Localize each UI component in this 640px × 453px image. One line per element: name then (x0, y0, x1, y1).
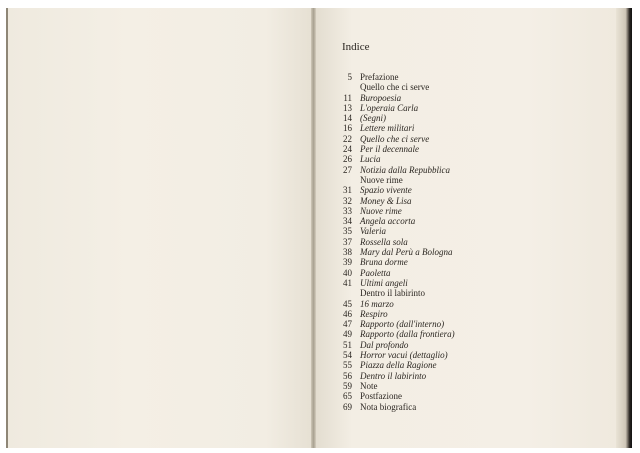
toc-entry (338, 216, 455, 226)
toc-poem-title: Rapporto (dall'interno) (360, 319, 445, 330)
toc-poem-title: Rapporto (dalla frontiera) (360, 329, 455, 340)
toc-entry (338, 350, 455, 360)
left-page-blank (6, 8, 312, 448)
toc-entry (338, 309, 455, 319)
toc-page-number: 45 (343, 298, 352, 309)
toc-poem-title: 16 marzo (360, 298, 394, 309)
toc-poem-title: Notizia dalla Repubblica (360, 164, 450, 175)
toc-poem-title: Lucia (360, 154, 381, 165)
toc-entry (338, 247, 455, 257)
toc-page-number: 59 (343, 380, 352, 391)
toc-entry (338, 268, 455, 278)
toc-page-number: 16 (343, 123, 352, 134)
toc-poem-title: Dal profondo (360, 339, 409, 350)
toc-page-number: 5 (347, 72, 352, 82)
toc-page-number: 13 (343, 102, 352, 113)
toc-poem-title: Dentro il labirinto (360, 370, 427, 381)
toc-entry (338, 144, 455, 154)
toc-page-number: 33 (343, 205, 352, 216)
toc-page-number: 14 (343, 113, 352, 124)
toc-entry (338, 196, 455, 206)
toc-page-number (338, 82, 352, 92)
toc-entry (338, 185, 455, 195)
toc-page-number: 31 (343, 185, 352, 196)
toc-entry (338, 237, 455, 247)
toc-entry (338, 113, 455, 123)
toc-page-number: 56 (343, 370, 352, 381)
toc-poem-title: Mary dal Perù a Bologna (360, 247, 453, 258)
toc-page-number: 49 (343, 329, 352, 340)
toc-page-number (338, 175, 352, 185)
toc-poem-title: Spazio vivente (360, 185, 412, 196)
toc-entry (338, 299, 455, 309)
toc-entry (338, 381, 455, 391)
toc-poem-title: Valeria (360, 226, 386, 237)
toc-section-title: Note (360, 380, 378, 391)
toc-entry (338, 123, 455, 133)
toc-poem-title: L'operaia Carla (360, 102, 419, 113)
toc-poem-title: Per il decennale (360, 144, 419, 155)
toc-entry (338, 82, 455, 92)
toc-poem-title: Money & Lisa (360, 195, 412, 206)
toc-section-title: Nuove rime (360, 174, 403, 185)
toc-entry (338, 93, 455, 103)
toc-entry (338, 226, 455, 236)
toc-entry (338, 257, 455, 267)
toc-entry (338, 329, 455, 339)
toc-poem-title: Quello che ci serve (360, 133, 430, 144)
toc-poem-title: Paoletta (360, 267, 391, 278)
toc-page-number: 24 (343, 144, 352, 155)
toc-entry (338, 165, 455, 175)
toc-entry (338, 391, 455, 401)
table-of-contents (338, 72, 455, 412)
toc-entry (338, 134, 455, 144)
toc-entry (338, 175, 455, 185)
toc-page-number: 27 (343, 164, 352, 175)
toc-page-number (338, 288, 352, 298)
toc-poem-title: Rossella sola (360, 236, 408, 247)
toc-section-title: Nota biografica (360, 401, 417, 412)
toc-poem-title: (Segni) (360, 113, 386, 124)
toc-page-number: 22 (343, 133, 352, 144)
toc-entry (338, 206, 455, 216)
toc-entry (338, 278, 455, 288)
toc-page-number: 26 (343, 154, 352, 165)
toc-poem-title: Nuove rime (360, 205, 402, 216)
toc-entry (338, 103, 455, 113)
toc-page-number: 65 (343, 391, 352, 402)
toc-section-title: Dentro il labirinto (360, 288, 425, 299)
toc-page-number: 35 (343, 226, 352, 237)
toc-page-number: 40 (343, 267, 352, 278)
toc-poem-title: Angela accorta (360, 216, 416, 227)
left-page-edge (6, 8, 8, 448)
toc-section-title: Prefazione (360, 72, 399, 82)
toc-poem-title: Buropoesia (360, 92, 402, 103)
toc-page-number: 69 (343, 401, 352, 412)
toc-poem-title: Respiro (360, 308, 388, 319)
toc-page-number: 46 (343, 308, 352, 319)
toc-section-title: Quello che ci serve (360, 82, 430, 93)
toc-poem-title: Ultimi angeli (360, 277, 408, 288)
toc-page-number: 47 (343, 319, 352, 330)
toc-entry (338, 288, 455, 298)
toc-entry (338, 319, 455, 329)
toc-page-number: 55 (343, 360, 352, 371)
page-title: Indice (342, 41, 370, 53)
toc-page-number: 11 (343, 92, 352, 103)
toc-poem-title: Bruna dorme (360, 257, 408, 268)
toc-page-number: 41 (343, 277, 352, 288)
toc-page-number: 54 (343, 350, 352, 361)
toc-entry (338, 340, 455, 350)
toc-entry (338, 402, 455, 412)
toc-section-title: Postfazione (360, 391, 402, 402)
toc-page-number: 32 (343, 195, 352, 206)
toc-entry (338, 371, 455, 381)
toc-page-number: 39 (343, 257, 352, 268)
toc-poem-title: Lettere militari (360, 123, 415, 134)
toc-poem-title: Horror vacui (dettaglio) (360, 350, 448, 361)
toc-entry (338, 360, 455, 370)
toc-page-number: 38 (343, 247, 352, 258)
toc-entry (338, 72, 455, 82)
toc-page-number: 51 (343, 339, 352, 350)
toc-entry (338, 154, 455, 164)
toc-page-number: 34 (343, 216, 352, 227)
toc-poem-title: Piazza della Ragione (360, 360, 437, 371)
right-page-edge (616, 8, 632, 448)
toc-page-number: 37 (343, 236, 352, 247)
